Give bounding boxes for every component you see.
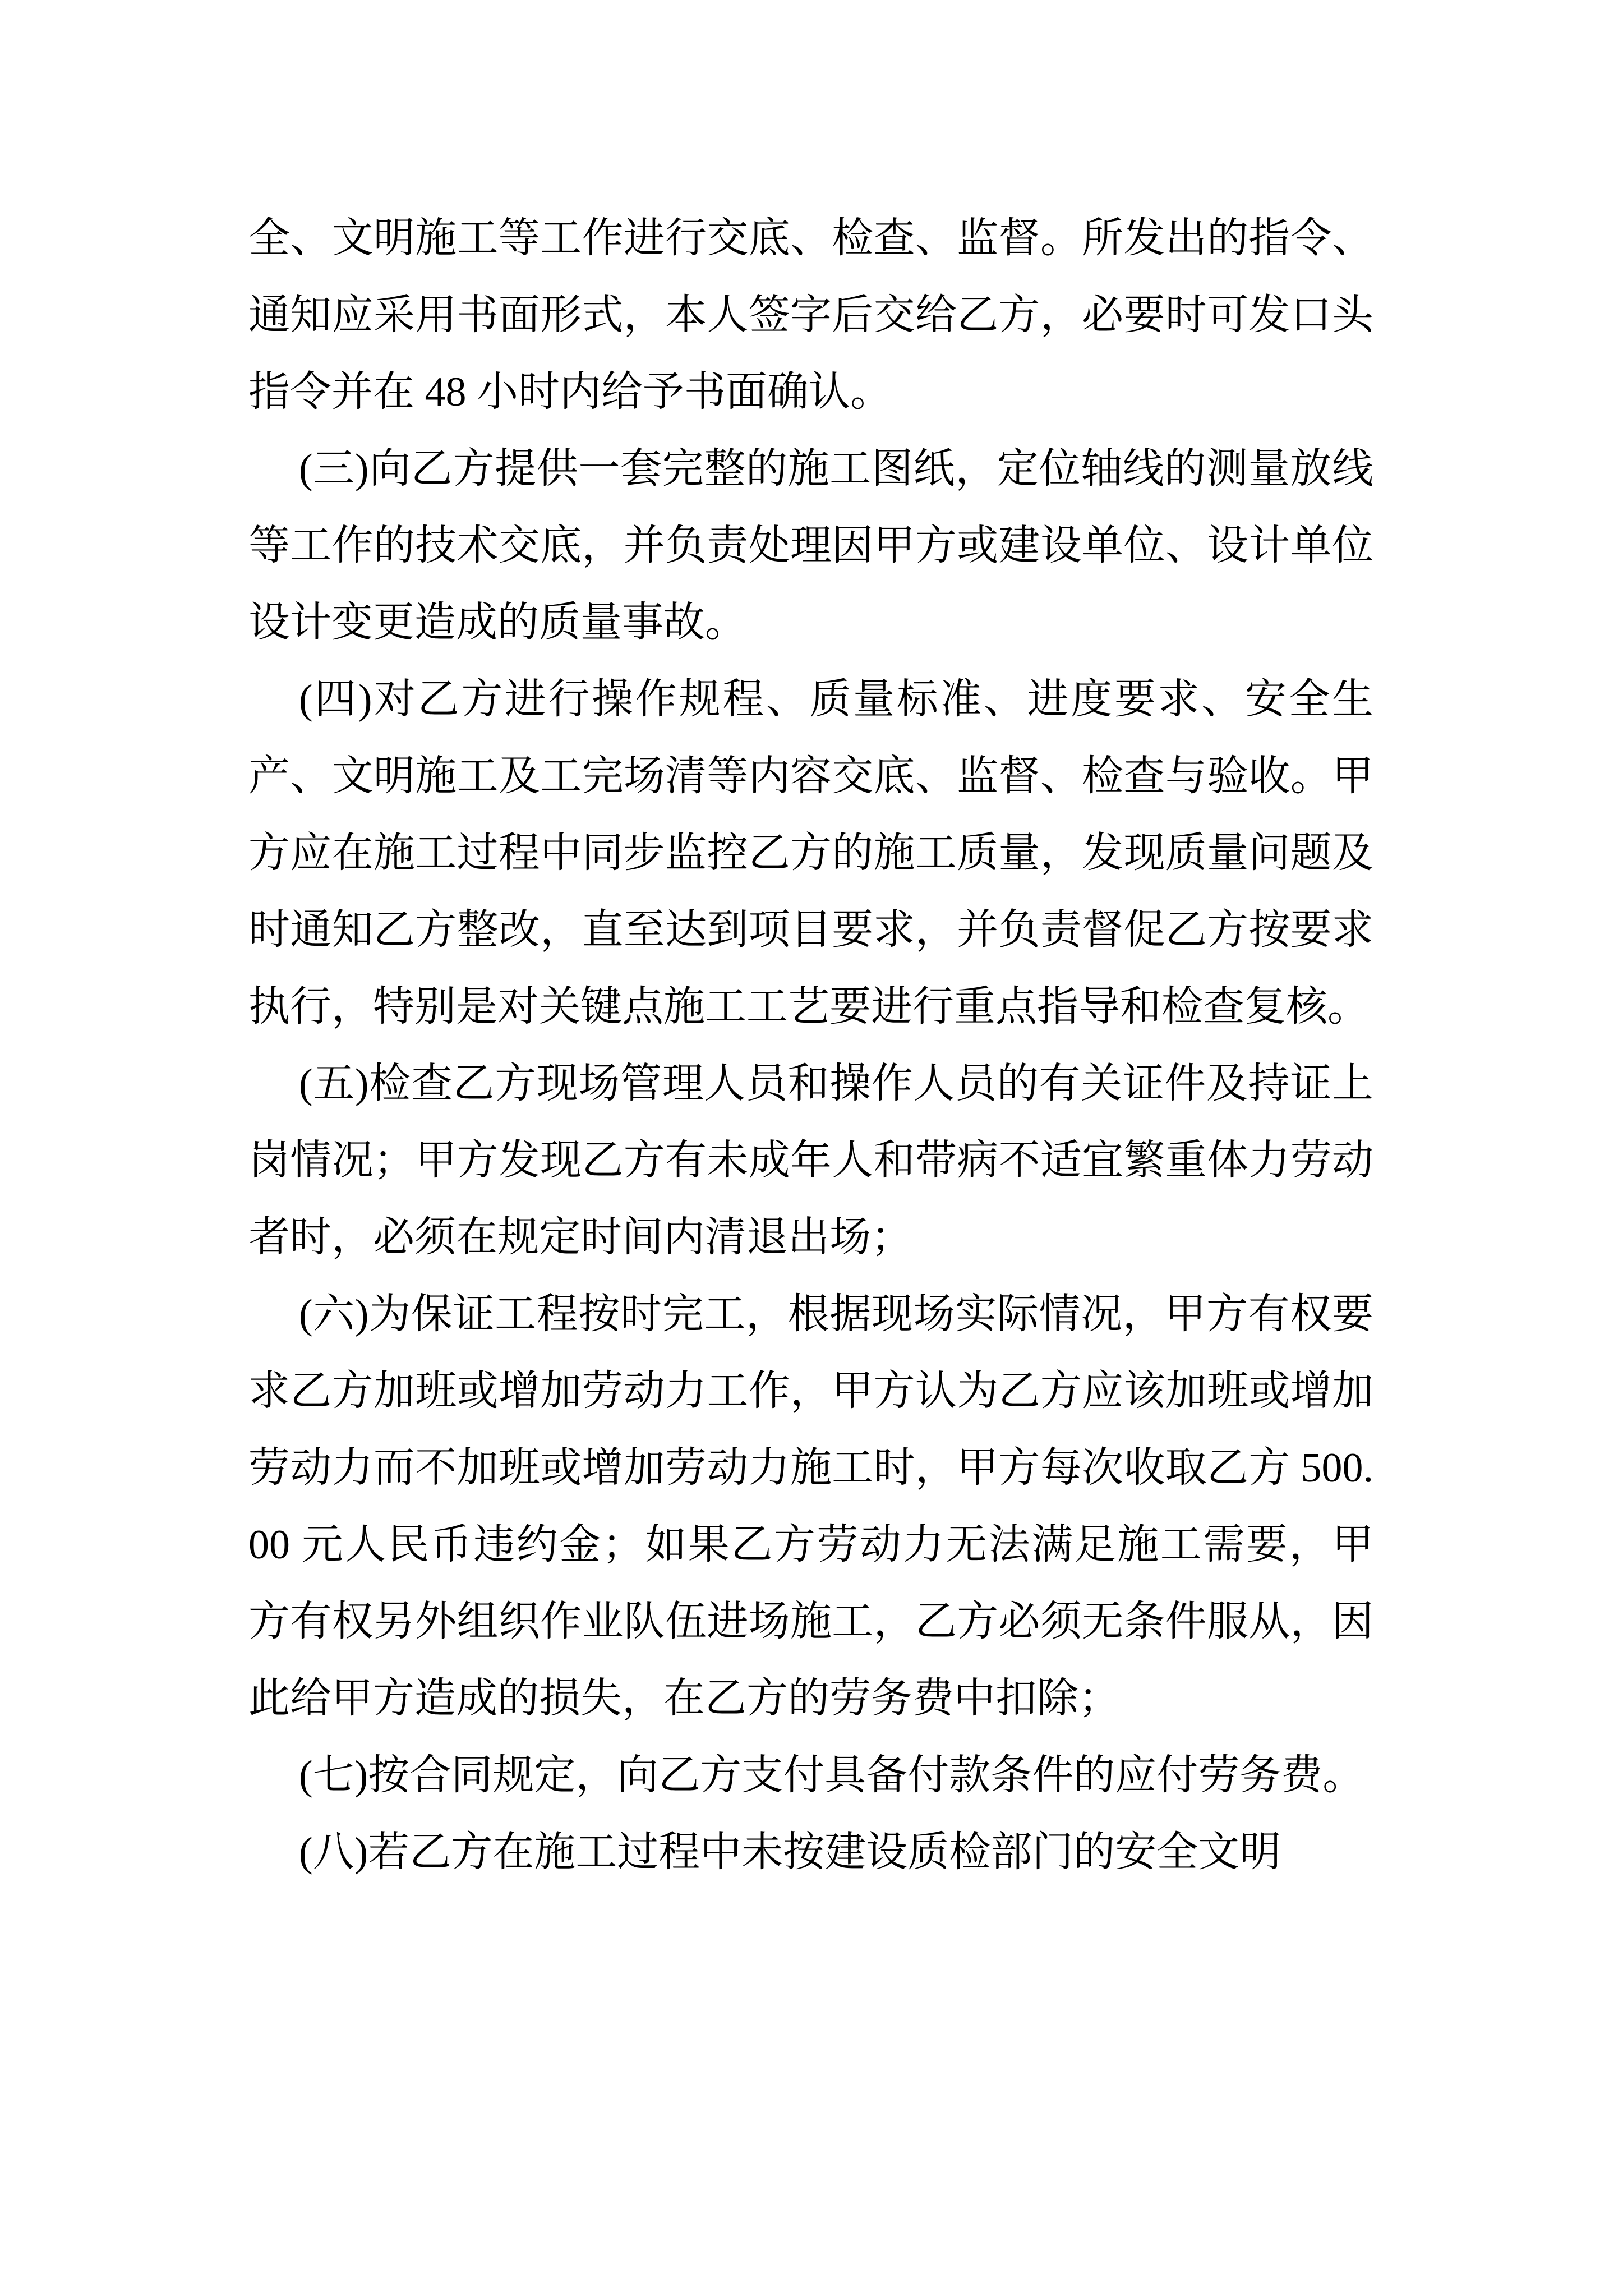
- paragraph: (七)按合同规定，向乙方支付具备付款条件的应付劳务费。: [299, 1752, 1364, 1798]
- paragraph: (三)向乙方提供一套完整的施工图纸，定位轴线的测量放线等工作的技术交底，并负责处理因甲方或建设单位、设计单位设计变更造成的质量事故。: [248, 446, 1373, 646]
- paragraph: (八)若乙方在施工过程中未按建设质检部门的安全文明: [299, 1829, 1281, 1875]
- paragraph: (六)为保证工程按时完工，根据现场实际情况，甲方有权要求乙方加班或增加劳动力工作，甲方认为乙方应该加班或增加劳动力而不加班或增加劳动力施工时，甲方每次收取乙方 500.00 元人民币违约金；如果乙方劳动力无法满足施工需要，甲方有权另外组织作业队伍进场施工，乙方必须无条件服从，因此给甲方造成的损失，在乙方的劳务费中扣除；: [248, 1291, 1373, 1722]
- paragraph: (五)检查乙方现场管理人员和操作人员的有关证件及持证上岗情况；甲方发现乙方有未成年人和带病不适宜繁重体力劳动者时，必须在规定时间内清退出场；: [248, 1061, 1373, 1260]
- paragraph: 全、文明施工等工作进行交底、检查、监督。所发出的指令、通知应采用书面形式，本人签字后交给乙方，必要时可发口头指令并在 48 小时内给予书面确认。: [248, 215, 1373, 415]
- paragraph: (四)对乙方进行操作规程、质量标准、进度要求、安全生产、文明施工及工完场清等内容交底、监督、检查与验收。甲方应在施工过程中同步监控乙方的施工质量，发现质量问题及时通知乙方整改，直至达到项目要求，并负责督促乙方按要求执行，特别是对关键点施工工艺要进行重点指导和检查复核。: [248, 677, 1373, 1030]
